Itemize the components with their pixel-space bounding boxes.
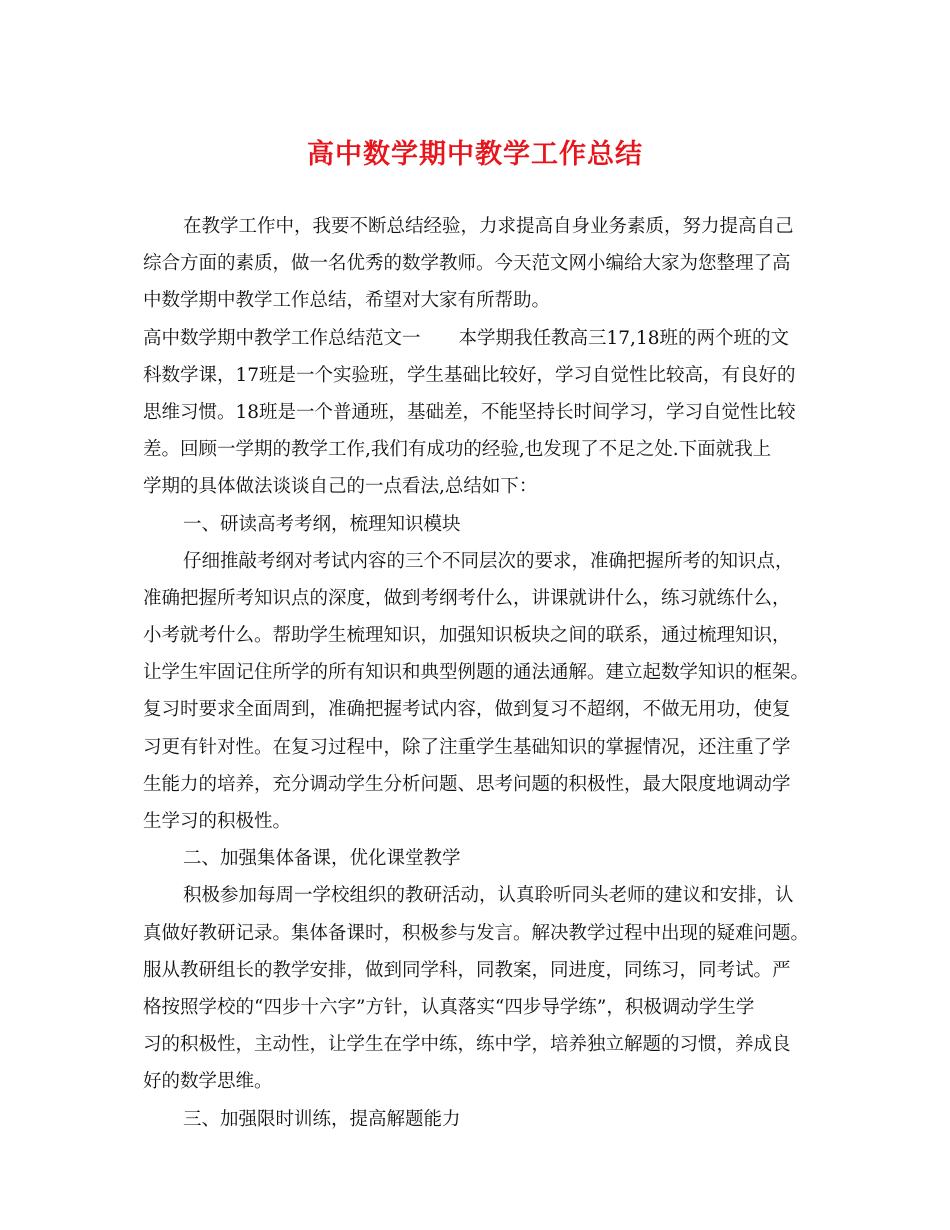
paragraph-line: 复习时要求全面周到，准确把握考试内容，做到复习不超纲，不做无用功，使复 [143,699,791,721]
document-body [143,208,823,1138]
document-title: 高中数学期中教学工作总结 [307,139,643,170]
section-heading-1: 一、研读高考考纲，梳理知识模块 [183,513,461,535]
paragraph-line: 积极参加每周一学校组织的教研活动，认真聆听同头老师的建议和安排，认 [183,885,794,907]
paragraph-line: 服从教研组长的教学安排，做到同学科，同教案，同进度，同练习，同考试。严 [143,959,791,981]
paragraph-line: 在教学工作中，我要不断总结经验，力求提高自身业务素质，努力提高自己 [183,216,794,237]
paragraph-line: 准确把握所考知识点的深度，做到考纲考什么，讲课就讲什么，练习就练什么， [143,587,791,609]
paragraph-line: 思维习惯。18班是一个普通班，基础差，不能坚持长时间学习，学习自觉性比较 [143,401,796,423]
paragraph-line: 好的数学思维。 [143,1071,273,1093]
paragraph-line: 小考就考什么。帮助学生梳理知识，加强知识板块之间的联系，通过梳理知识， [143,625,791,647]
paragraph-line: 中数学期中教学工作总结，希望对大家有所帮助。 [143,290,551,312]
paragraph-line: 仔细推敲考纲对考试内容的三个不同层次的要求，准确把握所考的知识点， [183,550,794,572]
paragraph-line: 格按照学校的“四步十六字”方针，认真落实“四步导学练”，积极调动学生学 [143,996,755,1018]
paragraph-line: 科数学课，17班是一个实验班，学生基础比较好，学习自觉性比较高，有良好的 [143,364,796,386]
paragraph-text-inline: 本学期我任教高三17,18班的两个班的文 [458,327,789,349]
paragraph-line: 真做好教研记录。集体备课时，积极参与发言。解决教学过程中出现的疑难问题。 [143,922,810,944]
paragraph-line: 综合方面的素质，做一名优秀的数学教师。今天范文网小编给大家为您整理了高 [143,253,791,275]
paragraph-line: 生学习的积极性。 [143,811,292,832]
paragraph-line: 习更有针对性。在复习过程中，除了注重学生基础知识的掌握情况，还注重了学 [143,736,791,758]
section-heading-2: 二、加强集体备课，优化课堂教学 [183,848,461,870]
paragraph-line: 习的积极性，主动性，让学生在学中练，练中学，培养独立解题的习惯，养成良 [143,1034,791,1056]
paragraph-line: 学期的具体做法谈谈自己的一点看法,总结如下： [143,476,538,498]
section-heading-inline: 高中数学期中教学工作总结范文一 [143,327,421,349]
paragraph-line: 让学生牢固记住所学的所有知识和典型例题的通法通解。建立起数学知识的框架。 [143,662,810,684]
section-heading-3: 三、加强限时训练，提高解题能力 [183,1108,461,1130]
paragraph-line-split [143,320,823,357]
paragraph-line: 生能力的培养，充分调动学生分析问题、思考问题的积极性，最大限度地调动学 [143,773,791,795]
paragraph-line: 差。回顾一学期的教学工作,我们有成功的经验,也发现了不足之处.下面就我上 [143,439,772,461]
